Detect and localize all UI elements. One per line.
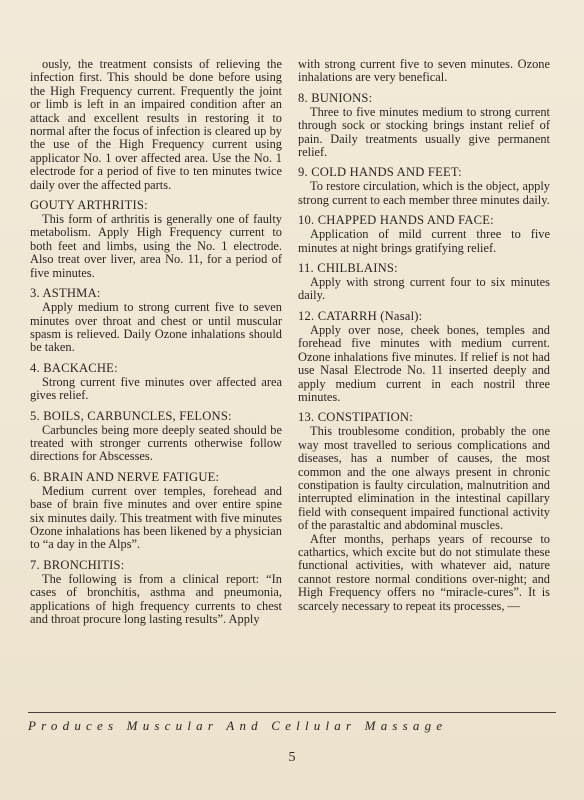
paragraph: Carbuncles being more deeply seated should be treated with stronger currents otherwise follow directions for Abscesses.: [30, 422, 282, 464]
footer-rule: [28, 712, 556, 713]
paragraph: Strong current five minutes over affected area gives relief.: [30, 374, 282, 403]
paragraph: Apply over nose, cheek bones, temples and forehead five minutes with medium current. Ozone inhalations five minutes. If relief is not had use Nasal Electrode No. 11 inserted deeply and apply medium current in each nostril three minutes.: [298, 322, 550, 404]
paragraph: To restore circulation, which is the object, apply strong current to each member three minutes daily.: [298, 179, 550, 207]
section-heading: 4. BACKACHE:: [30, 360, 118, 375]
section-heading: 8. BUNIONS:: [298, 90, 373, 105]
section-heading: 10. CHAPPED HANDS AND FACE:: [298, 213, 494, 228]
footer-tagline: Produces Muscular And Cellular Massage: [28, 718, 448, 733]
section-heading: 3. ASTHMA:: [30, 286, 101, 301]
paragraph: The following is from a clinical report: “In cases of bronchitis, asthma and pneumonia, applications of high frequency currents to chest and throat procure long lasting results”. Apply: [30, 571, 282, 626]
section-heading: 9. COLD HANDS AND FEET:: [298, 165, 462, 180]
paragraph: Apply medium to strong current five to seven minutes over throat and chest or until muscular spasm is relieved. Daily Ozone inhalations should be taken.: [30, 300, 282, 355]
section-heading: 13. CONSTIPATION:: [298, 410, 413, 425]
section-heading: 6. BRAIN AND NERVE FATIGUE:: [30, 469, 220, 484]
paragraph: This form of arthritis is generally one of faulty metabolism. Apply High Frequency current to both feet and limbs, using the No. 1 electrode. Also treat over liver, area No. 11, for a period of five minutes.: [30, 212, 282, 280]
paragraph: After months, perhaps years of recourse to cathartics, which excite but do not stimulate these functional activities, with whatever aid, nature cannot restore normal conditions over-night; and High Frequency offers no “miracle-cures”. It is scarcely necessary to repeat its processes, —: [298, 531, 550, 613]
paragraph: Application of mild current three to five minutes at night brings gratifying relief.: [298, 227, 550, 255]
section-heading: 12. CATARRH (Nasal):: [298, 308, 423, 323]
left-column: [30, 58, 282, 626]
paragraph: Three to five minutes medium to strong current through sock or stocking brings instant relief of pain. Daily treatments usually give permanent relief.: [298, 104, 550, 160]
page-number: 5: [288, 750, 296, 765]
section-heading: 11. CHILBLAINS:: [298, 261, 398, 276]
paragraph: ously, the treatment consists of relieving the infection first. This should be done before using the High Frequency current. Frequently the joint or limb is left in an impaired condition after an attack and excellent results in restoring it to normal after the focus of infection is cleared up by the use of the High Frequency current using applicator No. 1 over affected area. Use the No. 1 electrode for a period of five to ten minutes twice daily over the affected parts.: [30, 57, 282, 192]
paragraph: Apply with strong current four to six minutes daily.: [298, 275, 550, 303]
paragraph: Medium current over temples, forehead and base of brain five minutes and over entire spine six minutes daily. This treatment with five minutes Ozone inhalations has been likened by a physician to “a day in the Alps”.: [30, 483, 282, 552]
section-heading: 7. BRONCHITIS:: [30, 557, 125, 572]
right-column: [298, 58, 550, 613]
paragraph: This troublesome condition, probably the one way most travelled to serious complications and diseases, has a number of causes, the most common and the one always present in chronic constipation is faulty circulation, malnutrition and interrupted elimination in the intestinal capillary field with consequent impaired functional activity of the parastaltic and abdominal muscles.: [298, 424, 550, 533]
section-heading: GOUTY ARTHRITIS:: [30, 198, 148, 213]
section-heading: 5. BOILS, CARBUNCLES, FELONS:: [30, 408, 232, 423]
paragraph: with strong current five to seven minutes. Ozone inhalations are very benefical.: [298, 57, 550, 85]
